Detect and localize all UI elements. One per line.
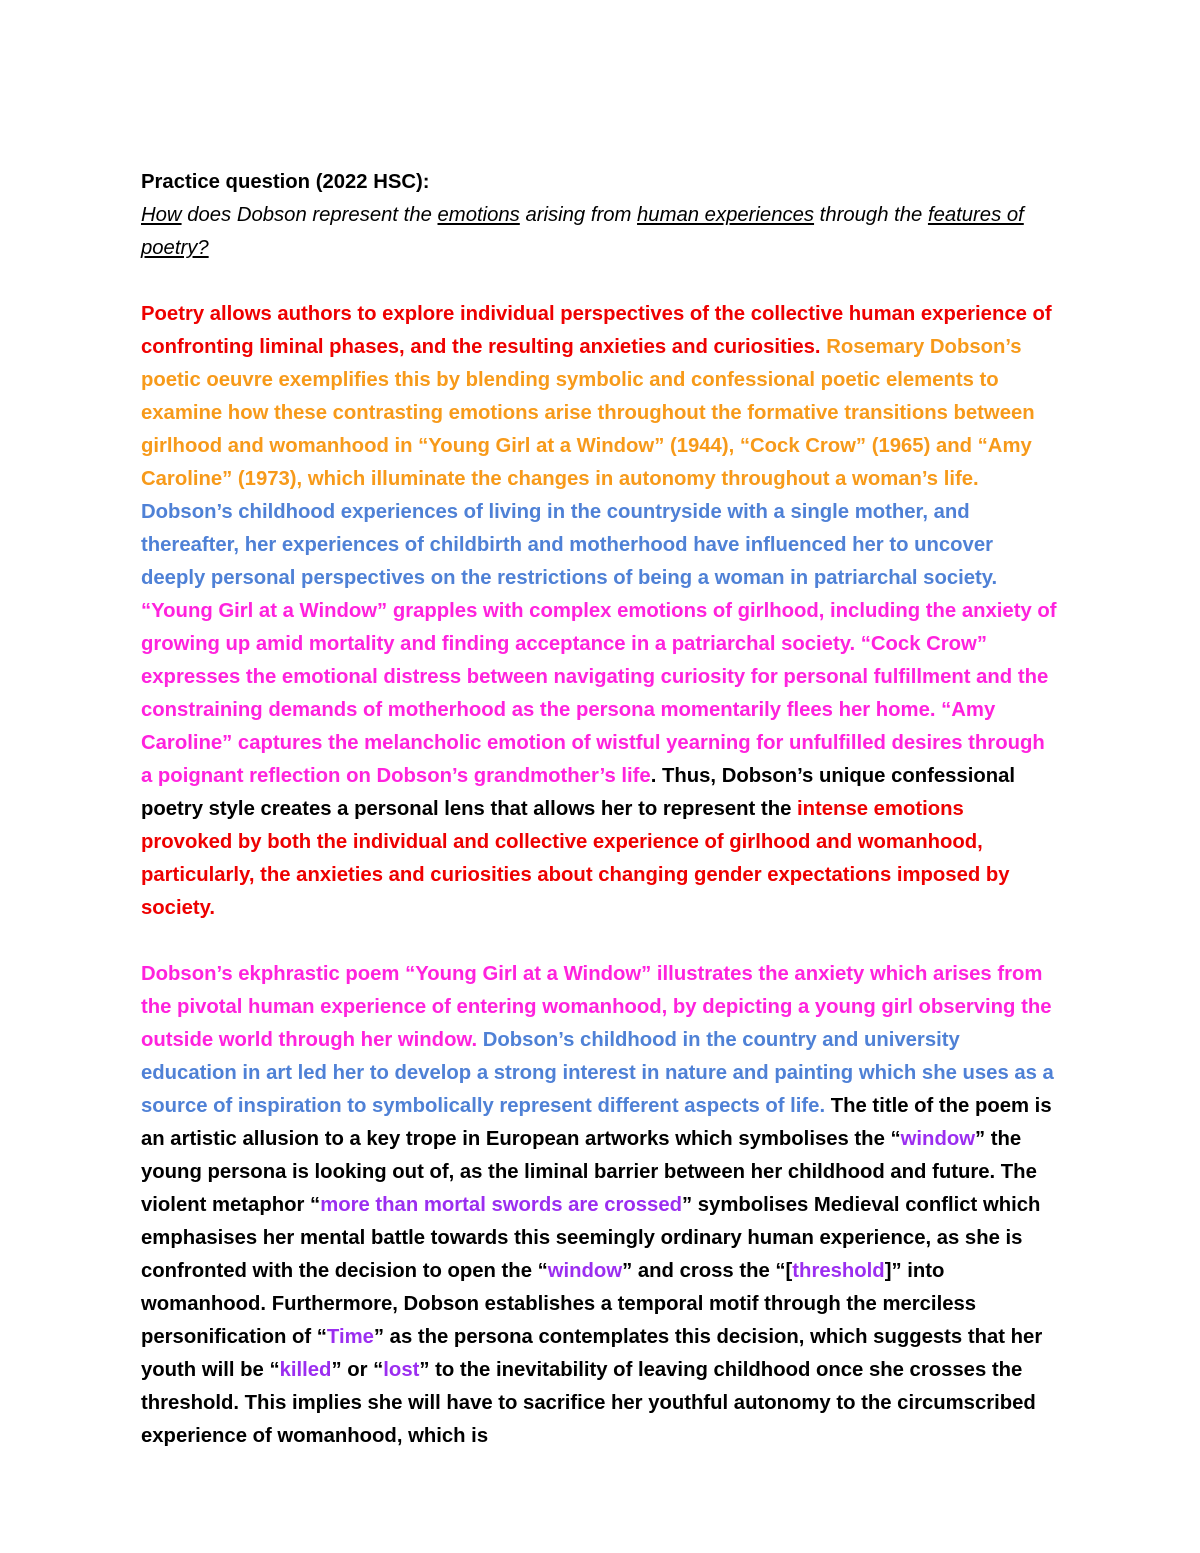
quote-killed: killed (279, 1359, 332, 1381)
intro-concluding-statement: intense emotions provoked by both the individual and collective experience of girlhood and womanhood, particularly, the anxieties and curiosities about changing gender expectations imposed by society. (141, 798, 1010, 919)
intro-biographical-context: Dobson’s childhood experiences of living in the countryside with a single mother, and thereafter, her experiences of childbirth and motherhood have influenced her to uncover deeply personal perspectives on the restrictions of being a woman in patriarchal society. (141, 501, 998, 589)
question-word-human-experiences: human experiences (637, 204, 815, 226)
body-analysis-8: ” to the inevitability of leaving childhood once she crosses the threshold. This implies she will have to sacrifice her youthful autonomy to the circumscribed experience of womanhood, which is (141, 1359, 1036, 1447)
body-analysis-4: ” and cross the “[ (622, 1260, 793, 1282)
document-page (141, 166, 1059, 1453)
body-topic-sentence: Dobson’s ekphrastic poem “Young Girl at a Window” illustrates the anxiety which arises from the pivotal human experience of entering womanhood, by depicting a young girl observing the outside world through her window. (141, 963, 1052, 1051)
intro-thesis-sentence: Rosemary Dobson’s poetic oeuvre exemplifies this by blending symbolic and confessional poetic elements to examine how these contrasting emotions arise throughout the formative transitions between girlhood and womanhood in “Young Girl at a Window” (1944), “Cock Crow” (1965) and “Amy Caroline” (1973), which illuminate the changes in autonomy throughout a woman’s life. (141, 336, 1035, 490)
quote-threshold: threshold (792, 1260, 885, 1282)
question-text-1: does Dobson represent the (181, 204, 438, 226)
quote-time: Time (326, 1326, 374, 1348)
intro-poem-summaries: “Young Girl at a Window” grapples with complex emotions of girlhood, including the anxiety of growing up amid mortality and finding acceptance in a patriarchal society. “Cock Crow” expresses the emotional distress between navigating curiosity for personal fulfillment and the constraining demands of motherhood as the persona momentarily flees her home. “Amy Caroline” captures the melancholic emotion of wistful yearning for unfulfilled desires through a poignant reflection on Dobson’s grandmother’s life (141, 600, 1057, 787)
question-text-2: arising from (519, 204, 638, 226)
intro-context-sentence: Poetry allows authors to explore individual perspectives of the collective human experience of confronting liminal phases, and the resulting anxieties and curiosities. (141, 303, 1052, 358)
quote-swords: more than mortal swords are crossed (320, 1194, 682, 1216)
practice-question-heading: Practice question (2022 HSC): (141, 171, 430, 193)
body-analysis-6: ” as the persona contemplates this decision, which suggests that her youth will be “ (141, 1326, 1043, 1381)
question-word-features-of-poetry: features of poetry? (141, 204, 1024, 259)
introduction-paragraph (141, 298, 1059, 925)
body-context-sentence: Dobson’s childhood in the country and university education in art led her to develop a strong interest in nature and painting which she uses as a source of inspiration to symbolically represent different aspects of life. (141, 1029, 1054, 1117)
question-word-how: How (141, 204, 182, 226)
question-text-3: through the (814, 204, 928, 226)
body-paragraph-young-girl (141, 958, 1059, 1453)
quote-window-2: window (547, 1260, 623, 1282)
body-analysis-2: ” the young persona is looking out of, as the liminal barrier between her childhood and future. The violent metaphor “ (141, 1128, 1037, 1216)
body-analysis-7: ” or “ (331, 1359, 384, 1381)
intro-linking-sentence: . Thus, Dobson’s unique confessional poetry style creates a personal lens that allows her to represent the (141, 765, 1016, 820)
quote-window: window (900, 1128, 975, 1150)
quote-lost: lost (383, 1359, 420, 1381)
question-word-emotions: emotions (437, 204, 520, 226)
body-analysis-3: ” symbolises Medieval conflict which emphasises her mental battle towards this seemingly ordinary human experience, as she is confronted with the decision to open the “ (141, 1194, 1041, 1282)
practice-question-text (141, 199, 1059, 265)
body-analysis-1: The title of the poem is an artistic allusion to a key trope in European artworks which symbolises the “ (141, 1095, 1052, 1150)
body-analysis-5: ]” into womanhood. Furthermore, Dobson establishes a temporal motif through the merciless personification of “ (141, 1260, 977, 1348)
